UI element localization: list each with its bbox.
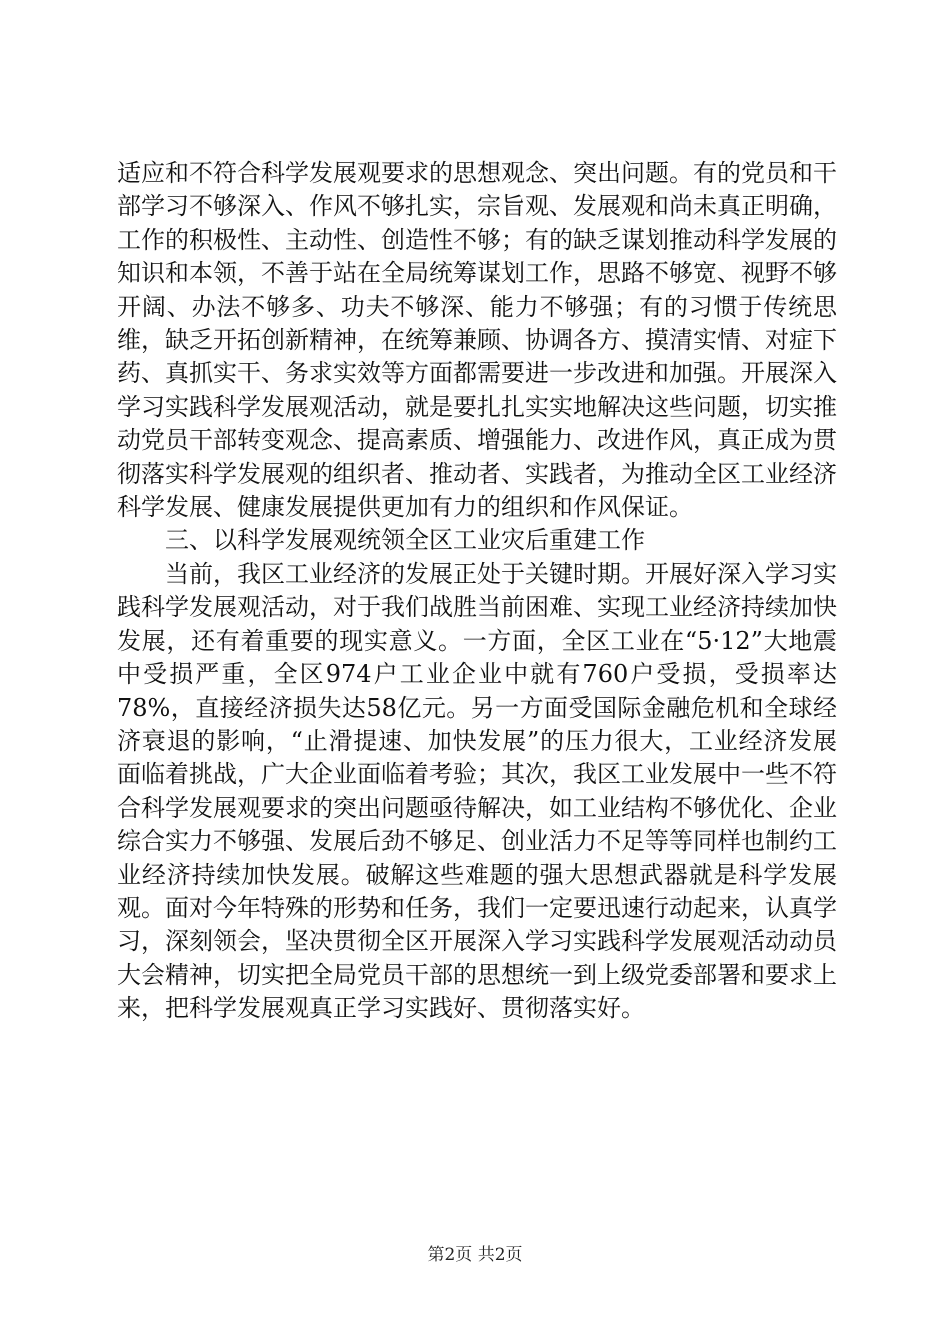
document-body [117, 157, 837, 1026]
page-number-label: 第2页 共2页 [427, 1245, 523, 1265]
paragraph-body: 当前，我区工业经济的发展正处于关键时期。开展好深入学习实践科学发展观活动，对于我们战胜当前困难、实现工业经济持续加快发展，还有着重要的现实意义。一方面，全区工业在“5·12”大地震中受损严重，全区974户工业企业中就有760户受损，受损率达78%，直接经济损失达58亿元。另一方面受国际金融危机和全球经济衰退的影响，“止滑提速、加快发展”的压力很大，工业经济发展面临着挑战，广大企业面临着考验；其次，我区工业发展中一些不符合科学发展观要求的突出问题亟待解决，如工业结构不够优化、企业综合实力不够强、发展后劲不够足、创业活力不足等等同样也制约工业经济持续加快发展。破解这些难题的强大思想武器就是科学发展观。面对今年特殊的形势和任务，我们一定要迅速行动起来，认真学习，深刻领会，坚决贯彻全区开展深入学习实践科学发展观活动动员大会精神，切实把全局党员干部的思想统一到上级党委部署和要求上来，把科学发展观真正学习实践好、贯彻落实好。 [117, 559, 837, 1023]
page-footer [0, 1240, 950, 1265]
paragraph-continuation: 适应和不符合科学发展观要求的思想观念、突出问题。有的党员和干部学习不够深入、作风不够扎实，宗旨观、发展观和尚未真正明确，工作的积极性、主动性、创造性不够；有的缺乏谋划推动科学发展的知识和本领，不善于站在全局统筹谋划工作，思路不够宽、视野不够开阔、办法不够多、功夫不够深、能力不够强；有的习惯于传统思维，缺乏开拓创新精神，在统筹兼顾、协调各方、摸清实情、对症下药、真抓实干、务求实效等方面都需要进一步改进和加强。开展深入学习实践科学发展观活动，就是要扎扎实实地解决这些问题，切实推动党员干部转变观念、提高素质、增强能力、改进作风，真正成为贯彻落实科学发展观的组织者、推动者、实践者，为推动全区工业经济科学发展、健康发展提供更加有力的组织和作风保证。 [117, 159, 837, 522]
section-heading: 三、以科学发展观统领全区工业灾后重建工作 [165, 526, 645, 555]
